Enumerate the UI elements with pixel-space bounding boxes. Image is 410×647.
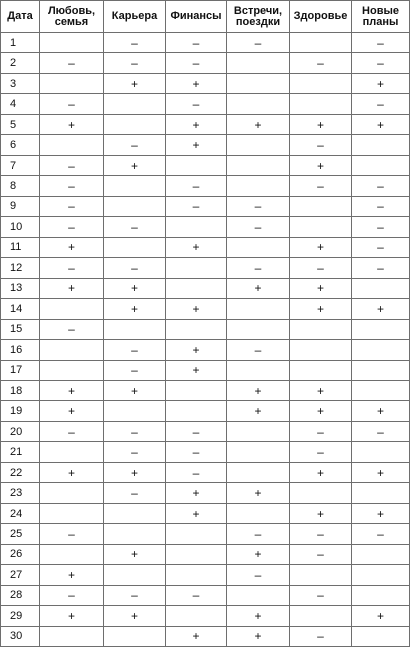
meetings-trips-cell [227, 503, 290, 523]
table-row [1, 483, 410, 503]
table-row [1, 94, 410, 114]
finance-cell: + [166, 114, 227, 134]
love-family-cell: – [40, 196, 104, 216]
finance-cell: + [166, 483, 227, 503]
health-cell [290, 319, 352, 339]
finance-cell [166, 155, 227, 175]
career-cell [104, 114, 166, 134]
career-cell: – [104, 421, 166, 441]
love-family-cell [40, 33, 104, 53]
career-cell: – [104, 340, 166, 360]
love-family-cell [40, 73, 104, 93]
finance-cell: + [166, 237, 227, 257]
new-plans-cell: – [352, 176, 410, 196]
career-cell [104, 401, 166, 421]
table-row [1, 155, 410, 175]
new-plans-cell [352, 626, 410, 646]
meetings-trips-cell [227, 135, 290, 155]
meetings-trips-cell: + [227, 380, 290, 400]
love-family-cell [40, 135, 104, 155]
meetings-trips-cell [227, 299, 290, 319]
meetings-trips-cell: + [227, 626, 290, 646]
finance-cell: + [166, 626, 227, 646]
meetings-trips-cell [227, 442, 290, 462]
meetings-trips-cell: + [227, 278, 290, 298]
love-family-cell [40, 544, 104, 564]
career-cell: + [104, 462, 166, 482]
health-cell: + [290, 237, 352, 257]
date-cell: 14 [1, 299, 40, 319]
date-cell: 7 [1, 155, 40, 175]
table-row [1, 73, 410, 93]
table-row [1, 565, 410, 585]
love-family-cell: + [40, 114, 104, 134]
header-finance: Финансы [166, 1, 227, 33]
finance-cell: – [166, 421, 227, 441]
health-cell: + [290, 299, 352, 319]
table-row [1, 462, 410, 482]
health-cell: – [290, 544, 352, 564]
health-cell [290, 483, 352, 503]
new-plans-cell [352, 155, 410, 175]
health-cell [290, 33, 352, 53]
date-cell: 17 [1, 360, 40, 380]
finance-cell: – [166, 196, 227, 216]
meetings-trips-cell: – [227, 565, 290, 585]
date-cell: 9 [1, 196, 40, 216]
career-cell [104, 524, 166, 544]
header-new-plans: Новые планы [352, 1, 410, 33]
health-cell: – [290, 135, 352, 155]
career-cell [104, 196, 166, 216]
date-cell: 11 [1, 237, 40, 257]
finance-cell: + [166, 503, 227, 523]
new-plans-cell: – [352, 421, 410, 441]
health-cell: – [290, 524, 352, 544]
finance-cell: + [166, 340, 227, 360]
meetings-trips-cell [227, 53, 290, 73]
meetings-trips-cell [227, 360, 290, 380]
date-cell: 3 [1, 73, 40, 93]
finance-cell: – [166, 33, 227, 53]
new-plans-cell: + [352, 73, 410, 93]
date-cell: 18 [1, 380, 40, 400]
new-plans-cell: – [352, 258, 410, 278]
finance-cell [166, 544, 227, 564]
love-family-cell: – [40, 53, 104, 73]
meetings-trips-cell: – [227, 196, 290, 216]
new-plans-cell: – [352, 94, 410, 114]
love-family-cell [40, 299, 104, 319]
career-cell [104, 626, 166, 646]
love-family-cell: + [40, 380, 104, 400]
health-cell [290, 340, 352, 360]
career-cell: – [104, 258, 166, 278]
table-row [1, 360, 410, 380]
career-cell [104, 565, 166, 585]
date-cell: 6 [1, 135, 40, 155]
new-plans-cell: – [352, 53, 410, 73]
new-plans-cell [352, 278, 410, 298]
love-family-cell: + [40, 278, 104, 298]
date-cell: 12 [1, 258, 40, 278]
meetings-trips-cell [227, 94, 290, 114]
career-cell: – [104, 483, 166, 503]
love-family-cell [40, 483, 104, 503]
career-cell: – [104, 585, 166, 605]
table-row [1, 217, 410, 237]
career-cell: – [104, 442, 166, 462]
health-cell [290, 196, 352, 216]
header-love-family: Любовь, семья [40, 1, 104, 33]
new-plans-cell: – [352, 33, 410, 53]
health-cell: – [290, 585, 352, 605]
love-family-cell: – [40, 94, 104, 114]
table-row [1, 237, 410, 257]
love-family-cell [40, 340, 104, 360]
date-cell: 21 [1, 442, 40, 462]
meetings-trips-cell: + [227, 114, 290, 134]
health-cell: – [290, 258, 352, 278]
love-family-cell: + [40, 606, 104, 626]
table-row [1, 380, 410, 400]
health-cell: – [290, 442, 352, 462]
finance-cell: + [166, 299, 227, 319]
love-family-cell [40, 360, 104, 380]
health-cell: + [290, 462, 352, 482]
love-family-cell: + [40, 237, 104, 257]
date-cell: 8 [1, 176, 40, 196]
new-plans-cell: + [352, 503, 410, 523]
table-row [1, 299, 410, 319]
career-cell [104, 94, 166, 114]
career-cell: – [104, 217, 166, 237]
health-cell: + [290, 380, 352, 400]
date-cell: 22 [1, 462, 40, 482]
date-cell: 2 [1, 53, 40, 73]
finance-cell [166, 380, 227, 400]
health-cell [290, 565, 352, 585]
table-row [1, 442, 410, 462]
finance-cell: + [166, 135, 227, 155]
header-row [1, 1, 410, 33]
love-family-cell: – [40, 524, 104, 544]
health-cell: – [290, 421, 352, 441]
finance-cell: – [166, 462, 227, 482]
date-cell: 19 [1, 401, 40, 421]
new-plans-cell: + [352, 462, 410, 482]
meetings-trips-cell [227, 176, 290, 196]
health-cell: + [290, 278, 352, 298]
table-row [1, 53, 410, 73]
love-family-cell: – [40, 421, 104, 441]
new-plans-cell: + [352, 299, 410, 319]
meetings-trips-cell [227, 585, 290, 605]
health-cell: – [290, 53, 352, 73]
table-row [1, 340, 410, 360]
health-cell [290, 360, 352, 380]
career-cell [104, 319, 166, 339]
table-row [1, 135, 410, 155]
table-row [1, 258, 410, 278]
career-cell: – [104, 53, 166, 73]
career-cell: + [104, 544, 166, 564]
table-row [1, 114, 410, 134]
finance-cell [166, 217, 227, 237]
finance-cell [166, 524, 227, 544]
meetings-trips-cell [227, 155, 290, 175]
table-body [1, 33, 410, 647]
date-cell: 15 [1, 319, 40, 339]
meetings-trips-cell: – [227, 524, 290, 544]
health-cell [290, 94, 352, 114]
meetings-trips-cell: – [227, 258, 290, 278]
meetings-trips-cell: – [227, 33, 290, 53]
date-cell: 16 [1, 340, 40, 360]
career-cell: + [104, 73, 166, 93]
meetings-trips-cell [227, 73, 290, 93]
date-cell: 28 [1, 585, 40, 605]
new-plans-cell: – [352, 237, 410, 257]
table-row [1, 319, 410, 339]
table-row [1, 196, 410, 216]
date-cell: 30 [1, 626, 40, 646]
career-cell [104, 237, 166, 257]
date-cell: 27 [1, 565, 40, 585]
new-plans-cell [352, 380, 410, 400]
new-plans-cell: + [352, 114, 410, 134]
date-cell: 10 [1, 217, 40, 237]
love-family-cell: – [40, 585, 104, 605]
table-row [1, 544, 410, 564]
love-family-cell: – [40, 217, 104, 237]
health-cell [290, 217, 352, 237]
finance-cell [166, 278, 227, 298]
career-cell: – [104, 33, 166, 53]
date-cell: 24 [1, 503, 40, 523]
finance-cell: – [166, 442, 227, 462]
finance-cell [166, 401, 227, 421]
date-cell: 13 [1, 278, 40, 298]
date-cell: 20 [1, 421, 40, 441]
date-cell: 25 [1, 524, 40, 544]
career-cell: – [104, 135, 166, 155]
table-row [1, 278, 410, 298]
header-career: Карьера [104, 1, 166, 33]
table-row [1, 626, 410, 646]
career-cell: + [104, 155, 166, 175]
header-health: Здоровье [290, 1, 352, 33]
love-family-cell: – [40, 155, 104, 175]
date-cell: 4 [1, 94, 40, 114]
date-cell: 29 [1, 606, 40, 626]
new-plans-cell [352, 360, 410, 380]
new-plans-cell [352, 544, 410, 564]
career-cell [104, 503, 166, 523]
finance-cell: – [166, 94, 227, 114]
love-family-cell: – [40, 258, 104, 278]
meetings-trips-cell [227, 319, 290, 339]
new-plans-cell [352, 135, 410, 155]
meetings-trips-cell: + [227, 606, 290, 626]
new-plans-cell [352, 319, 410, 339]
date-cell: 26 [1, 544, 40, 564]
health-cell: – [290, 626, 352, 646]
table-row [1, 33, 410, 53]
love-family-cell: – [40, 319, 104, 339]
health-cell: – [290, 176, 352, 196]
table-row [1, 176, 410, 196]
health-cell: + [290, 114, 352, 134]
finance-cell: – [166, 585, 227, 605]
meetings-trips-cell: + [227, 483, 290, 503]
finance-cell: – [166, 176, 227, 196]
date-cell: 5 [1, 114, 40, 134]
finance-cell: + [166, 73, 227, 93]
career-cell [104, 176, 166, 196]
date-cell: 1 [1, 33, 40, 53]
new-plans-cell: – [352, 524, 410, 544]
table-row [1, 585, 410, 605]
header-meetings-trips: Встречи, поездки [227, 1, 290, 33]
finance-cell [166, 565, 227, 585]
date-cell: 23 [1, 483, 40, 503]
table-row [1, 401, 410, 421]
health-cell [290, 73, 352, 93]
love-family-cell: – [40, 176, 104, 196]
finance-cell [166, 319, 227, 339]
new-plans-cell [352, 585, 410, 605]
new-plans-cell [352, 442, 410, 462]
header-date: Дата [1, 1, 40, 33]
career-cell: – [104, 360, 166, 380]
table-row [1, 524, 410, 544]
finance-cell: – [166, 53, 227, 73]
new-plans-cell [352, 565, 410, 585]
career-cell: + [104, 380, 166, 400]
meetings-trips-cell [227, 421, 290, 441]
meetings-trips-cell: – [227, 340, 290, 360]
table-row [1, 606, 410, 626]
new-plans-cell [352, 340, 410, 360]
table-row [1, 503, 410, 523]
new-plans-cell: – [352, 217, 410, 237]
meetings-trips-cell: + [227, 401, 290, 421]
career-cell: + [104, 278, 166, 298]
finance-cell: + [166, 360, 227, 380]
love-family-cell [40, 503, 104, 523]
love-family-cell: + [40, 565, 104, 585]
love-family-cell: + [40, 462, 104, 482]
meetings-trips-cell: – [227, 217, 290, 237]
career-cell: + [104, 606, 166, 626]
finance-cell [166, 258, 227, 278]
health-cell: + [290, 503, 352, 523]
meetings-trips-cell [227, 237, 290, 257]
love-family-cell [40, 442, 104, 462]
table-row [1, 421, 410, 441]
new-plans-cell: + [352, 606, 410, 626]
new-plans-cell: – [352, 196, 410, 216]
meetings-trips-cell: + [227, 544, 290, 564]
new-plans-cell: + [352, 401, 410, 421]
career-cell: + [104, 299, 166, 319]
love-family-cell [40, 626, 104, 646]
finance-cell [166, 606, 227, 626]
health-cell: + [290, 155, 352, 175]
health-cell: + [290, 401, 352, 421]
health-cell [290, 606, 352, 626]
new-plans-cell [352, 483, 410, 503]
meetings-trips-cell [227, 462, 290, 482]
love-family-cell: + [40, 401, 104, 421]
